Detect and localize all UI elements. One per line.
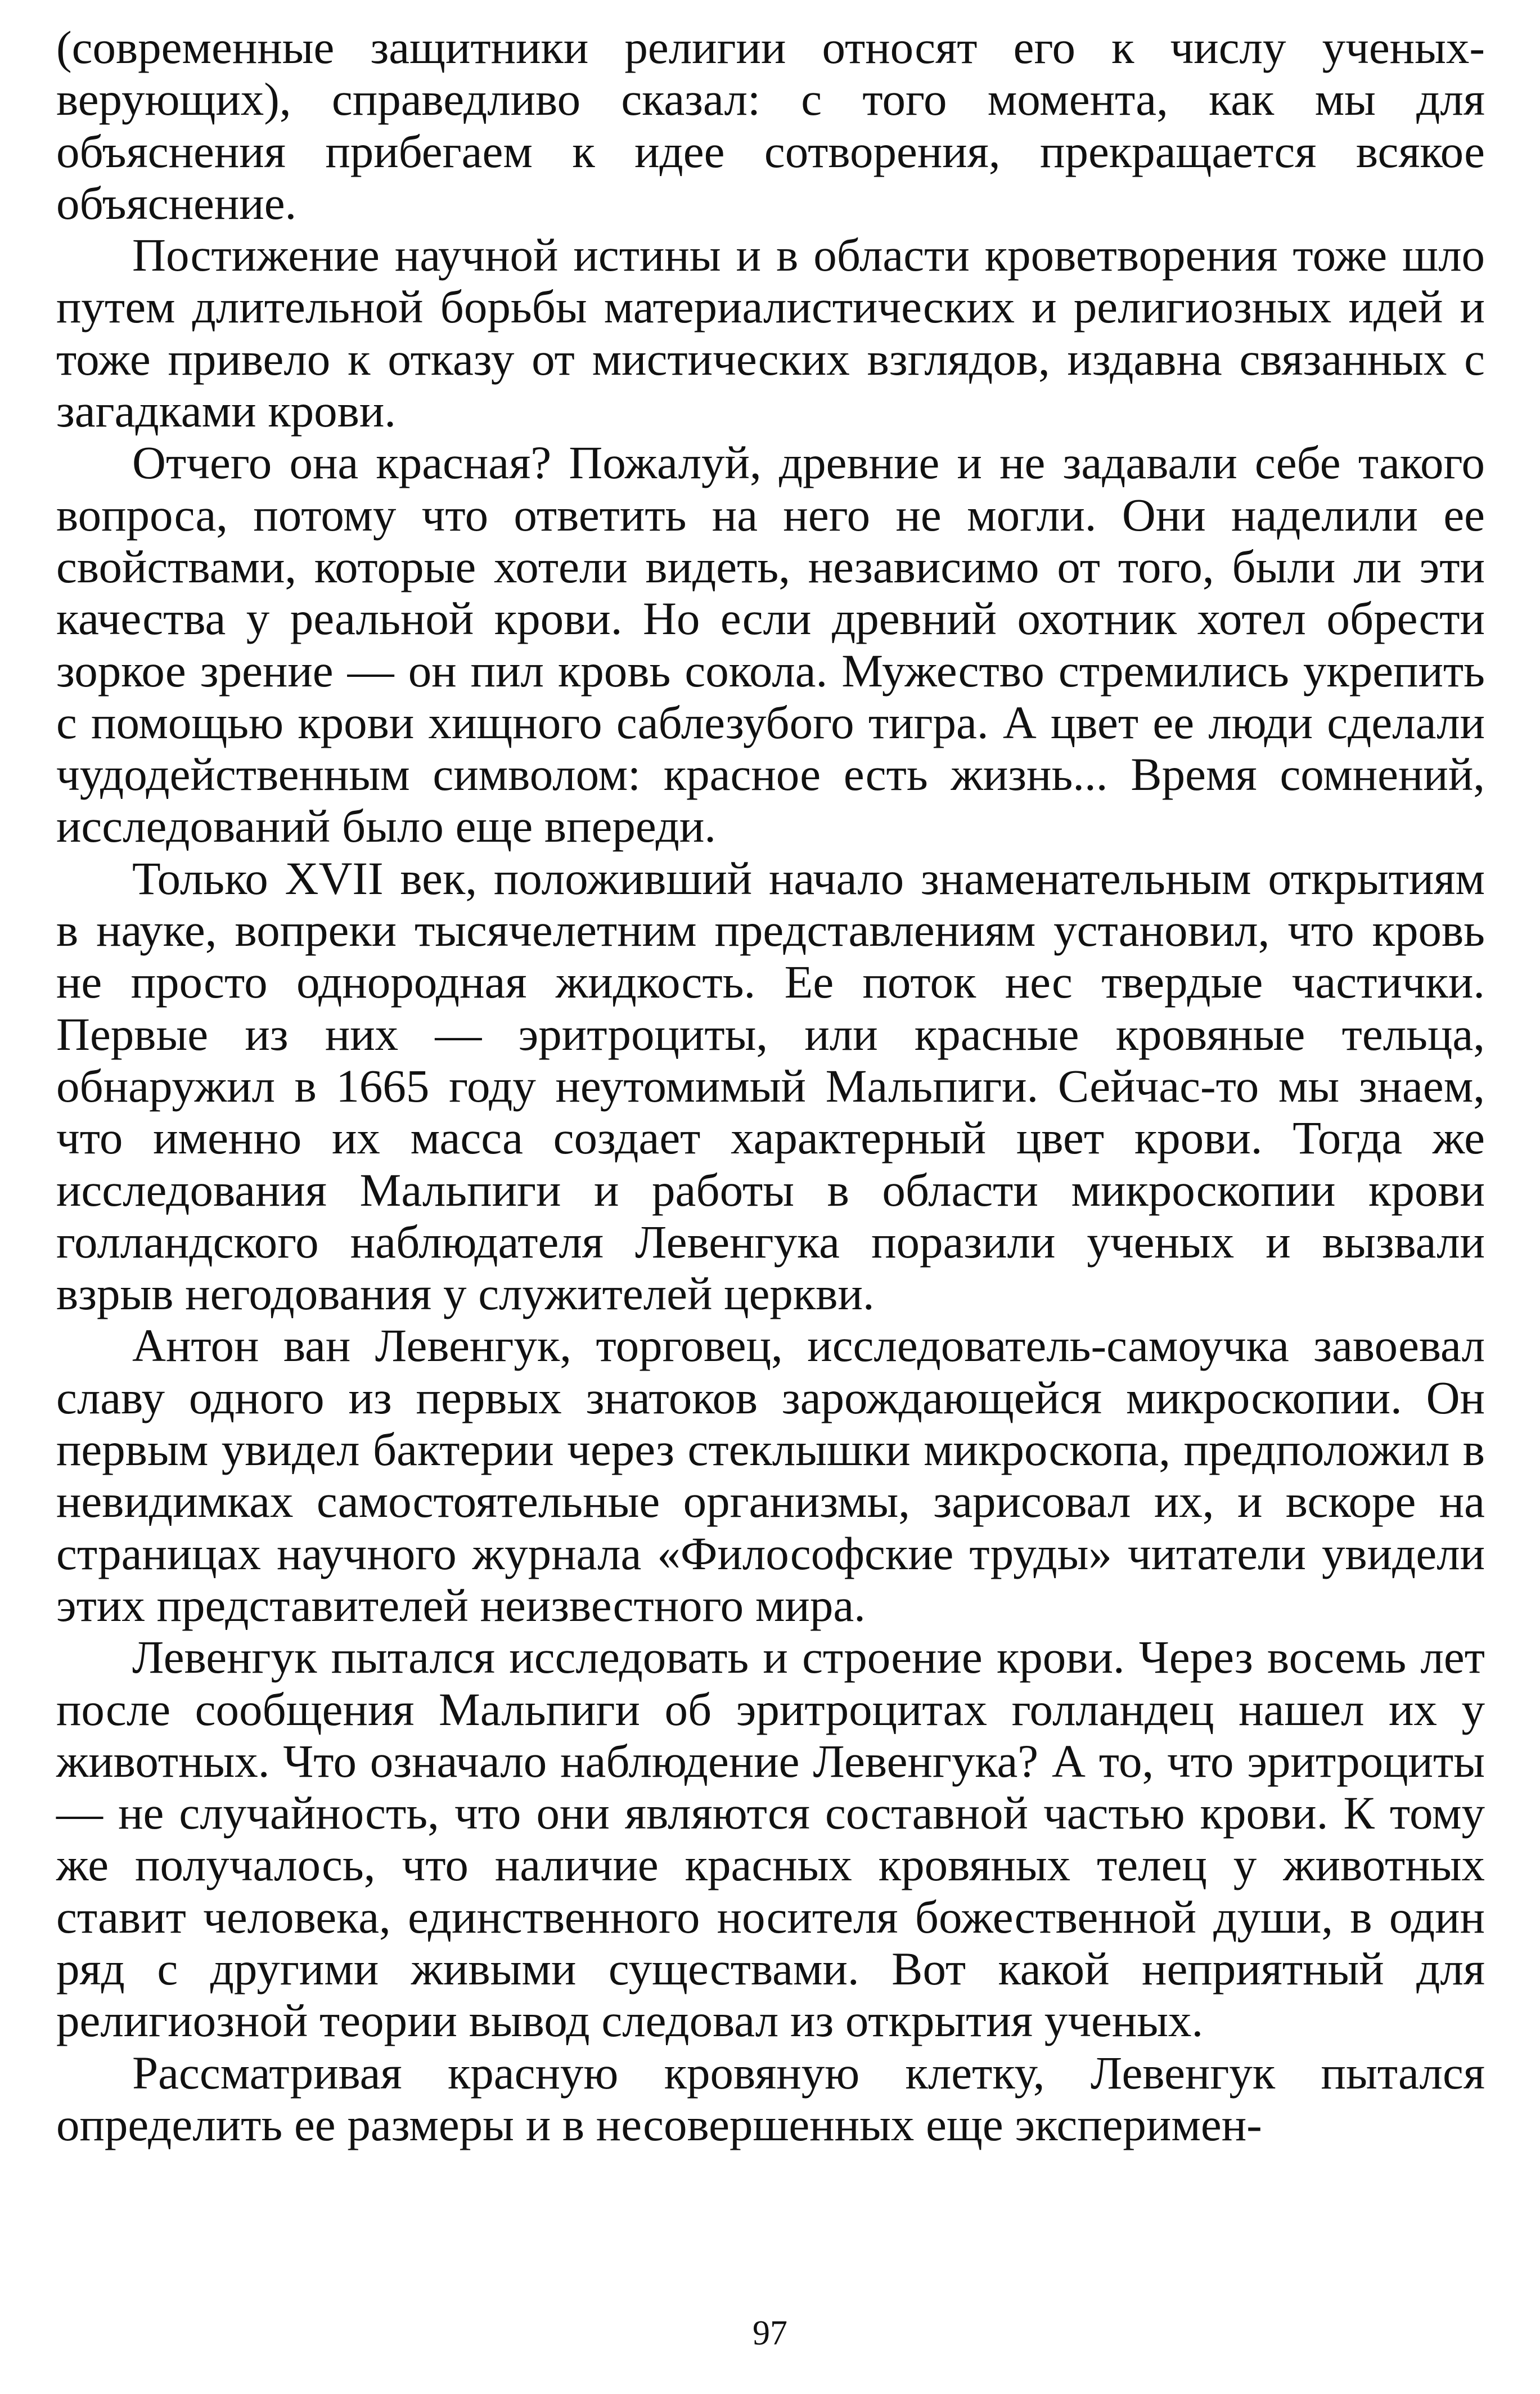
paragraph-2: Постижение научной истины и в области кроветворения тоже шло путем длительной борьбы материалистических и религиозных идей и тоже привело к отказу от мистических взглядов, издавна связанных с загадками крови. — [56, 229, 1485, 437]
paragraph-4: Только XVII век, положивший начало знаменательным открытиям в науке, вопреки тысячелетним представлениям установил, что кровь не просто однородная жидкость. Ее поток нес твердые частички. Первые из них — эритроциты, или красные кровяные тельца, обнаружил в 1665 году неутомимый Мальпиги. Сейчас-то мы знаем, что именно их масса создает характерный цвет крови. Тогда же исследования Мальпиги и работы в области микроскопии крови голландского наблюдателя Левенгука поразили ученых и вызвали взрыв негодования у служителей церкви. — [56, 852, 1485, 1320]
paragraph-5: Антон ван Левенгук, торговец, исследователь-самоучка завоевал славу одного из первых знатоков зарождающейся микроскопии. Он первым увидел бактерии через стеклышки микроскопа, предположил в невидимках самостоятельные организмы, зарисовал их, и вскоре на страницах научного журнала «Философские труды» читатели увидели этих представителей неизвестного мира. — [56, 1319, 1485, 1631]
paragraph-1: (современные защитники религии относят его к числу ученых-верующих), справедливо сказал: с того момента, как мы для объяснения прибегаем к идее сотворения, прекращается всякое объяснение. — [56, 21, 1485, 229]
paragraph-3: Отчего она красная? Пожалуй, древние и не задавали себе такого вопроса, потому что ответить на него не могли. Они наделили ее свойствами, которые хотели видеть, независимо от того, были ли эти качества у реальной крови. Но если древний охотник хотел обрести зоркое зрение — он пил кровь сокола. Мужество стремились укрепить с помощью крови хищного саблезубого тигра. А цвет ее люди сделали чудодейственным символом: красное есть жизнь... Время сомнений, исследований было еще впереди. — [56, 437, 1485, 852]
paragraph-6: Левенгук пытался исследовать и строение крови. Через восемь лет после сообщения Мальпиги об эритроцитах голландец нашел их у животных. Что означало наблюдение Левенгука? А то, что эритроциты — не случайность, что они являются составной частью крови. К тому же получалось, что наличие красных кровяных телец у животных ставит человека, единственного носителя божественной души, в один ряд с другими живыми существами. Вот какой неприятный для религиозной теории вывод следовал из открытия ученых. — [56, 1631, 1485, 2047]
paragraph-7: Рассматривая красную кровяную клетку, Левенгук пытался определить ее размеры и в несовершенных еще эксперимен- — [56, 2046, 1485, 2150]
page-body — [56, 21, 1485, 2150]
page-number: 97 — [753, 2314, 787, 2352]
